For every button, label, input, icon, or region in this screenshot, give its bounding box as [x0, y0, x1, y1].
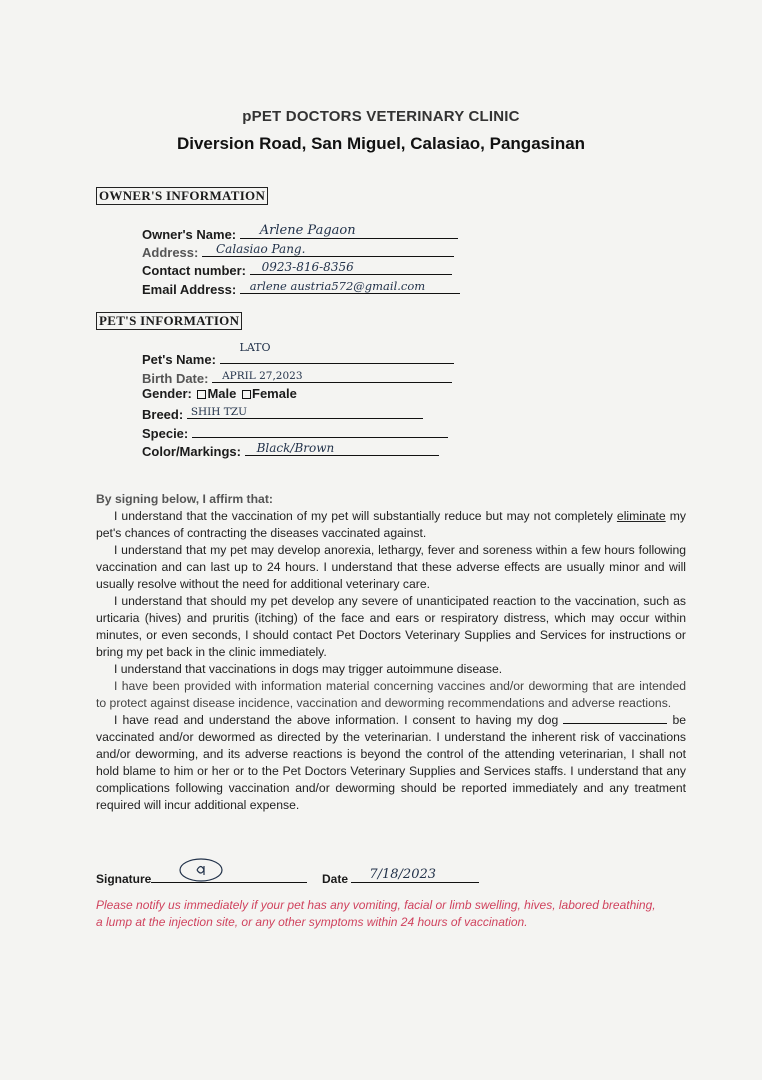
- clinic-address: Diversion Road, San Miguel, Calasiao, Pangasinan: [176, 134, 586, 153]
- signature-label: Signature: [96, 872, 152, 886]
- consent-paragraph-4: I understand that vaccinations in dogs may trigger autoimmune disease.: [114, 662, 503, 676]
- pet-section-heading: PET'S INFORMATION: [96, 312, 242, 330]
- female-option-label: Female: [252, 386, 297, 401]
- owner-address-field[interactable]: [202, 242, 454, 257]
- pet-specie-row: [142, 423, 448, 441]
- owner-email-row: [142, 279, 460, 297]
- dog-name-blank[interactable]: [563, 712, 667, 724]
- consent-paragraph-3: I understand that should my pet develop any severe of unanticipated reaction to the vaccination, such as urticaria (hives) and pruritis (itching) of the face and ears or respiratory distress, which may occur within minutes, or even seconds, I should contact Pet Doctors Veterinary Supplies and Services for instructions or bring my pet back in the clinic immediately.: [96, 594, 686, 659]
- consent-paragraph-5: I have been provided with information material concerning vaccines and/or deworming that are intended to protect against disease incidence, vaccination and deworming recommendations and adverse reactions.: [96, 679, 686, 710]
- consent-p1-end: my pet's chances of contracting the diseases vaccinated against.: [96, 509, 686, 540]
- owner-name-row: [142, 224, 458, 242]
- clinic-name: pPET DOCTORS VETERINARY CLINIC: [242, 108, 520, 125]
- owner-name-label: Owner's Name:: [142, 227, 237, 242]
- consent-text: [96, 508, 686, 814]
- pet-name-label: Pet's Name:: [142, 352, 216, 367]
- owner-contact-field[interactable]: [250, 260, 452, 275]
- consent-p1-underlined: eliminate: [616, 509, 666, 523]
- date-field[interactable]: [351, 860, 479, 883]
- pet-specie-label: Specie:: [142, 426, 189, 441]
- male-checkbox[interactable]: [197, 390, 206, 399]
- date-value: 7/18/2023: [369, 867, 437, 882]
- owner-email-label: Email Address:: [142, 282, 237, 297]
- signature-row: [96, 860, 307, 886]
- pet-name-field[interactable]: [220, 341, 454, 364]
- consent-p1-start: I understand that the vaccination of my pet will substantially reduce but may not completely: [114, 509, 617, 523]
- consent-paragraph-2: I understand that my pet may develop anorexia, lethargy, fever and soreness within a few hours following vaccination and can last up to 24 hours. I understand that these adverse effects are usually minor and will usually resolve without the need for additional veterinary care.: [96, 543, 686, 591]
- pet-gender-label: Gender:: [142, 386, 192, 401]
- owner-contact-label: Contact number:: [142, 263, 246, 278]
- owner-name-value: Arlene Pagaon: [259, 223, 356, 238]
- consent-paragraph-1: [96, 508, 686, 542]
- pet-birthdate-field[interactable]: [212, 368, 452, 383]
- date-row: [322, 860, 479, 886]
- pet-birthdate-label: Birth Date:: [142, 371, 209, 386]
- date-label: Date: [322, 872, 349, 886]
- consent-paragraph-6: [96, 712, 686, 814]
- owner-email-value: arlene austria572@gmail.com: [249, 279, 426, 293]
- pet-color-label: Color/Markings:: [142, 444, 241, 459]
- pet-breed-field[interactable]: [187, 404, 423, 419]
- affirm-heading: By signing below, I affirm that:: [96, 492, 273, 506]
- pet-color-field[interactable]: [245, 441, 439, 456]
- owner-section-heading: OWNER'S INFORMATION: [96, 187, 268, 205]
- signature-mark-icon: [177, 854, 229, 884]
- notice-text: Please notify us immediately if your pet has any vomiting, facial or limb swelling, hives, labored breathing, a lump at the injection site, or any other symptoms within 24 hours of vaccination.: [96, 898, 656, 929]
- owner-contact-value: 0923-816-8356: [261, 260, 354, 274]
- pet-birthdate-row: [142, 368, 452, 386]
- pet-color-row: [142, 441, 439, 459]
- pet-gender-row: [142, 386, 297, 401]
- pet-breed-value: SHIH TZU: [190, 406, 247, 418]
- consent-p6-end: be vaccinated and/or dewormed as directed by the veterinarian. I understand the inherent risk of vaccinations and/or deworming, and its adverse reactions is beyond the control of the attending veterinarian, I shall not hold blame to him or her or to the Pet Doctors Veterinary Supplies and Services staffs. I understand that any complications following vaccination and/or deworming should be reported immediately and any treatment required will incur additional expense.: [96, 713, 686, 812]
- owner-address-row: [142, 242, 454, 260]
- owner-address-value: Calasiao Pang.: [215, 242, 306, 256]
- pet-color-value: Black/Brown: [256, 441, 335, 455]
- pet-name-value: LATO: [239, 341, 271, 354]
- pet-birthdate-value: APRIL 27,2023: [222, 370, 303, 382]
- consent-p6-start: I have read and understand the above information. I consent to having my dog: [114, 713, 559, 727]
- male-option-label: Male: [207, 386, 237, 401]
- pet-name-row: [142, 341, 454, 367]
- owner-name-field[interactable]: [240, 224, 458, 239]
- pet-breed-label: Breed:: [142, 407, 184, 422]
- owner-address-label: Address:: [142, 245, 199, 260]
- pet-breed-row: [142, 404, 423, 422]
- pet-specie-field[interactable]: [192, 423, 448, 438]
- owner-email-field[interactable]: [240, 279, 460, 294]
- signature-field[interactable]: [151, 860, 307, 883]
- female-checkbox[interactable]: [242, 390, 251, 399]
- owner-contact-row: [142, 260, 452, 278]
